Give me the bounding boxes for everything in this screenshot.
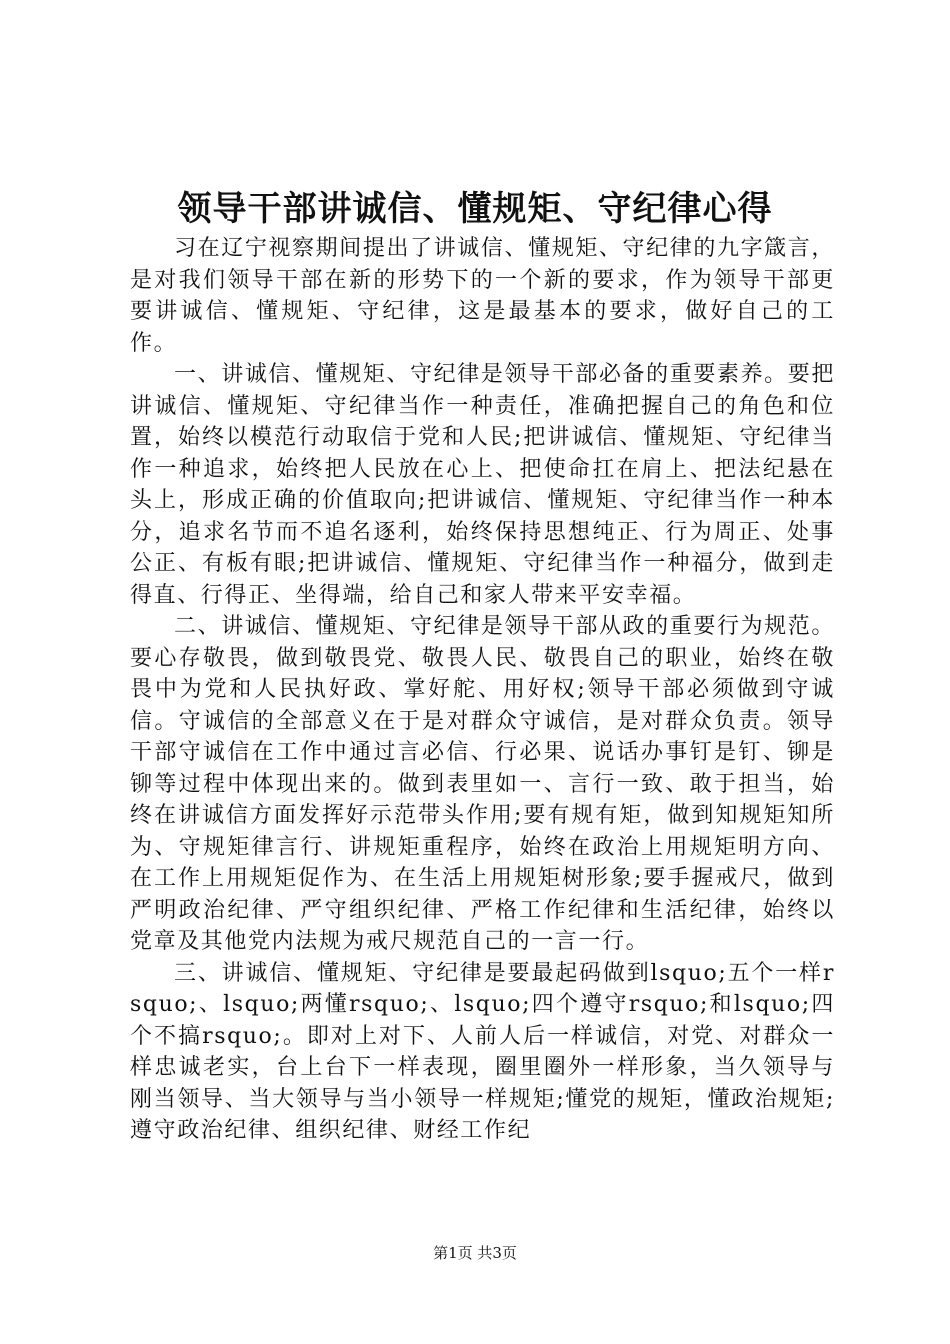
paragraph-intro: 习在辽宁视察期间提出了讲诚信、懂规矩、守纪律的九字箴言，是对我们领导干部在新的形势下的一个新的要求，作为领导干部更要讲诚信、懂规矩、守纪律，这是最基本的要求，做好自己的工作。 — [130, 236, 835, 356]
document-body — [130, 233, 835, 1147]
paragraph-section-3: 三、讲诚信、懂规矩、守纪律是要最起码做到lsquo;五个一样rsquo;、lsquo;两懂rsquo;、lsquo;四个遵守rsquo;和lsquo;四个不搞rsquo;。即对上对下、人前人后一样诚信，对党、对群众一样忠诚老实，台上台下一样表现，圈里圈外一样形象，当久领导与刚当领导、当大领导与当小领导一样规矩;懂党的规矩，懂政治规矩;遵守政治纪律、组织纪律、财经工作纪 — [130, 960, 835, 1143]
paragraph-section-2: 二、讲诚信、懂规矩、守纪律是领导干部从政的重要行为规范。要心存敬畏，做到敬畏党、敬畏人民、敬畏自己的职业，始终在敬畏中为党和人民执好政、掌好舵、用好权;领导干部必须做到守诚信。守诚信的全部意义在于是对群众守诚信，是对群众负责。领导干部守诚信在工作中通过言必信、行必果、说话办事钉是钉、铆是铆等过程中体现出来的。做到表里如一、言行一致、敢于担当，始终在讲诚信方面发挥好示范带头作用;要有规有矩，做到知规矩知所为、守规矩律言行、讲规矩重程序，始终在政治上用规矩明方向、在工作上用规矩促作为、在生活上用规矩树形象;要手握戒尺，做到严明政治纪律、严守组织纪律、严格工作纪律和生活纪律，始终以党章及其他党内法规为戒尺规范自己的一言一行。 — [130, 614, 835, 954]
page-number-footer: 第1页 共3页 — [433, 1244, 517, 1262]
document-title: 领导干部讲诚信、懂规矩、守纪律心得 — [177, 189, 773, 229]
paragraph-section-1: 一、讲诚信、懂规矩、守纪律是领导干部必备的重要素养。要把讲诚信、懂规矩、守纪律当作一种责任，准确把握自己的角色和位置，始终以模范行动取信于党和人民;把讲诚信、懂规矩、守纪律当作一种追求，始终把人民放在心上、把使命扛在肩上、把法纪悬在头上，形成正确的价值取向;把讲诚信、懂规矩、守纪律当作一种本分，追求名节而不追名逐利，始终保持思想纯正、行为周正、处事公正、有板有眼;把讲诚信、懂规矩、守纪律当作一种福分，做到走得直、行得正、坐得端，给自己和家人带来平安幸福。 — [130, 362, 835, 608]
